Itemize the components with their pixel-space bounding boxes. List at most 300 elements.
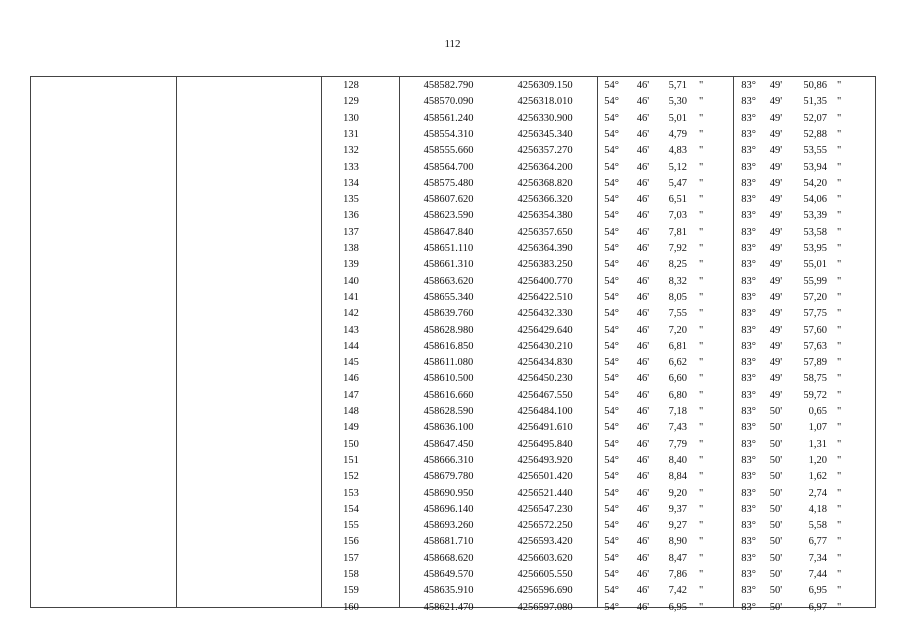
table-row	[31, 600, 875, 616]
latitude-minutes: 46'	[636, 357, 650, 369]
latitude-seconds: 7,55	[668, 308, 687, 320]
longitude-seconds: 53,58	[803, 226, 827, 238]
x-coordinate: 458607.620	[423, 194, 474, 206]
x-coordinate: 458621.470	[423, 601, 474, 613]
longitude-seconds-mark: "	[837, 520, 842, 532]
longitude-seconds: 57,89	[803, 357, 827, 369]
longitude-seconds-mark: "	[837, 389, 842, 401]
longitude-seconds: 59,72	[803, 389, 827, 401]
latitude-seconds-mark: "	[699, 96, 704, 108]
latitude-degrees: 54°	[604, 601, 619, 613]
point-number: 139	[343, 259, 359, 271]
latitude-seconds-mark: "	[699, 601, 704, 613]
y-coordinate: 4256596.690	[517, 585, 573, 597]
longitude-seconds-mark: "	[837, 438, 842, 450]
longitude-seconds: 6,97	[808, 601, 827, 613]
latitude-seconds-mark: "	[699, 487, 704, 499]
latitude-minutes: 46'	[636, 210, 650, 222]
latitude-minutes: 46'	[636, 340, 650, 352]
latitude-seconds: 8,47	[668, 552, 687, 564]
point-number: 147	[343, 389, 359, 401]
longitude-seconds-mark: "	[837, 503, 842, 515]
latitude-minutes: 46'	[636, 389, 650, 401]
y-coordinate: 4256597.080	[517, 601, 573, 613]
longitude-seconds-mark: "	[837, 569, 842, 580]
latitude-minutes: 46'	[636, 520, 650, 532]
table-row	[31, 111, 875, 127]
x-coordinate: 458582.790	[423, 80, 474, 91]
point-number: 135	[343, 194, 359, 206]
latitude-minutes: 46'	[636, 536, 650, 548]
longitude-minutes: 50'	[769, 487, 783, 499]
longitude-minutes: 49'	[769, 389, 783, 401]
table-row	[31, 502, 875, 518]
latitude-seconds-mark: "	[699, 243, 704, 254]
table-row	[31, 143, 875, 159]
longitude-minutes: 49'	[769, 275, 783, 287]
longitude-minutes: 50'	[769, 438, 783, 450]
y-coordinate: 4256364.200	[517, 161, 573, 173]
latitude-minutes: 46'	[636, 406, 650, 417]
longitude-seconds-mark: "	[837, 487, 842, 499]
latitude-degrees: 54°	[604, 177, 619, 189]
longitude-degrees: 83°	[741, 471, 756, 483]
latitude-seconds-mark: "	[699, 585, 704, 597]
longitude-seconds-mark: "	[837, 340, 842, 352]
latitude-minutes: 46'	[636, 503, 650, 515]
longitude-minutes: 50'	[769, 503, 783, 515]
latitude-seconds-mark: "	[699, 389, 704, 401]
y-coordinate: 4256309.150	[517, 80, 573, 91]
longitude-degrees: 83°	[741, 145, 756, 157]
longitude-seconds-mark: "	[837, 194, 842, 206]
latitude-seconds: 7,92	[668, 243, 687, 254]
x-coordinate: 458666.310	[423, 454, 474, 466]
latitude-seconds: 6,80	[668, 389, 687, 401]
latitude-minutes: 46'	[636, 471, 650, 483]
y-coordinate: 4256467.550	[517, 389, 573, 401]
longitude-seconds-mark: "	[837, 324, 842, 336]
latitude-degrees: 54°	[604, 291, 619, 303]
table-row	[31, 257, 875, 273]
latitude-degrees: 54°	[604, 406, 619, 417]
latitude-degrees: 54°	[604, 161, 619, 173]
latitude-seconds: 7,18	[668, 406, 687, 417]
latitude-seconds: 9,27	[668, 520, 687, 532]
longitude-seconds-mark: "	[837, 454, 842, 466]
point-number: 148	[343, 406, 359, 417]
point-number: 138	[343, 243, 359, 254]
longitude-minutes: 50'	[769, 471, 783, 483]
longitude-seconds-mark: "	[837, 161, 842, 173]
y-coordinate: 4256484.100	[517, 406, 573, 417]
longitude-minutes: 49'	[769, 340, 783, 352]
latitude-seconds-mark: "	[699, 520, 704, 532]
longitude-seconds: 6,95	[808, 585, 827, 597]
point-number: 146	[343, 373, 359, 385]
latitude-seconds: 6,62	[668, 357, 687, 369]
longitude-degrees: 83°	[741, 112, 756, 124]
longitude-seconds-mark: "	[837, 422, 842, 434]
latitude-seconds: 7,43	[668, 422, 687, 434]
longitude-seconds: 57,75	[803, 308, 827, 320]
longitude-degrees: 83°	[741, 601, 756, 613]
y-coordinate: 4256521.440	[517, 487, 573, 499]
longitude-seconds-mark: "	[837, 210, 842, 222]
y-coordinate: 4256366.320	[517, 194, 573, 206]
y-coordinate: 4256572.250	[517, 520, 573, 532]
x-coordinate: 458693.260	[423, 520, 474, 532]
table-row	[31, 192, 875, 208]
latitude-minutes: 46'	[636, 308, 650, 320]
y-coordinate: 4256593.420	[517, 536, 573, 548]
latitude-seconds: 8,90	[668, 536, 687, 548]
table-row	[31, 160, 875, 176]
latitude-minutes: 46'	[636, 291, 650, 303]
latitude-degrees: 54°	[604, 389, 619, 401]
latitude-seconds: 7,20	[668, 324, 687, 336]
page-number: 112	[444, 38, 461, 50]
point-number: 154	[343, 503, 359, 515]
longitude-seconds-mark: "	[837, 373, 842, 385]
point-number: 133	[343, 161, 359, 173]
x-coordinate: 458639.760	[423, 308, 474, 320]
table-row	[31, 567, 875, 583]
latitude-degrees: 54°	[604, 569, 619, 580]
longitude-seconds: 2,74	[808, 487, 827, 499]
latitude-degrees: 54°	[604, 487, 619, 499]
table-row	[31, 94, 875, 110]
latitude-seconds-mark: "	[699, 454, 704, 466]
y-coordinate: 4256318.010	[517, 96, 573, 108]
longitude-degrees: 83°	[741, 438, 756, 450]
table-row	[31, 551, 875, 567]
y-coordinate: 4256434.830	[517, 357, 573, 369]
latitude-seconds-mark: "	[699, 210, 704, 222]
latitude-degrees: 54°	[604, 373, 619, 385]
latitude-degrees: 54°	[604, 194, 619, 206]
longitude-minutes: 49'	[769, 112, 783, 124]
latitude-seconds-mark: "	[699, 291, 704, 303]
longitude-minutes: 50'	[769, 406, 783, 417]
longitude-degrees: 83°	[741, 226, 756, 238]
longitude-seconds-mark: "	[837, 585, 842, 597]
longitude-degrees: 83°	[741, 552, 756, 564]
latitude-seconds-mark: "	[699, 536, 704, 548]
latitude-minutes: 46'	[636, 487, 650, 499]
longitude-seconds: 51,35	[803, 96, 827, 108]
longitude-degrees: 83°	[741, 454, 756, 466]
longitude-seconds: 1,31	[808, 438, 827, 450]
longitude-seconds-mark: "	[837, 536, 842, 548]
table-row	[31, 306, 875, 322]
longitude-seconds-mark: "	[837, 243, 842, 254]
y-coordinate: 4256357.650	[517, 226, 573, 238]
longitude-seconds: 7,34	[808, 552, 827, 564]
table-row	[31, 208, 875, 224]
latitude-seconds: 5,12	[668, 161, 687, 173]
longitude-minutes: 50'	[769, 422, 783, 434]
longitude-degrees: 83°	[741, 291, 756, 303]
latitude-degrees: 54°	[604, 552, 619, 564]
longitude-minutes: 50'	[769, 601, 783, 613]
latitude-seconds-mark: "	[699, 552, 704, 564]
latitude-seconds-mark: "	[699, 471, 704, 483]
point-number: 150	[343, 438, 359, 450]
y-coordinate: 4256368.820	[517, 177, 573, 189]
y-coordinate: 4256357.270	[517, 145, 573, 157]
latitude-minutes: 46'	[636, 569, 650, 580]
table-row	[31, 518, 875, 534]
longitude-degrees: 83°	[741, 210, 756, 222]
latitude-minutes: 46'	[636, 177, 650, 189]
table-row	[31, 241, 875, 257]
table-row	[31, 274, 875, 290]
latitude-minutes: 46'	[636, 112, 650, 124]
latitude-minutes: 46'	[636, 438, 650, 450]
y-coordinate: 4256364.390	[517, 243, 573, 254]
x-coordinate: 458555.660	[423, 145, 474, 157]
longitude-minutes: 50'	[769, 585, 783, 597]
y-coordinate: 4256495.840	[517, 438, 573, 450]
latitude-seconds-mark: "	[699, 340, 704, 352]
point-number: 157	[343, 552, 359, 564]
point-number: 159	[343, 585, 359, 597]
longitude-minutes: 49'	[769, 259, 783, 271]
longitude-seconds: 58,75	[803, 373, 827, 385]
x-coordinate: 458649.570	[423, 569, 474, 580]
longitude-seconds: 57,60	[803, 324, 827, 336]
latitude-degrees: 54°	[604, 128, 619, 140]
latitude-seconds-mark: "	[699, 194, 704, 206]
latitude-seconds: 8,25	[668, 259, 687, 271]
latitude-degrees: 54°	[604, 357, 619, 369]
latitude-degrees: 54°	[604, 503, 619, 515]
latitude-degrees: 54°	[604, 585, 619, 597]
latitude-degrees: 54°	[604, 226, 619, 238]
x-coordinate: 458651.110	[423, 243, 474, 254]
x-coordinate: 458663.620	[423, 275, 474, 287]
point-number: 137	[343, 226, 359, 238]
table-row	[31, 486, 875, 502]
longitude-minutes: 50'	[769, 454, 783, 466]
latitude-seconds: 8,05	[668, 291, 687, 303]
longitude-seconds-mark: "	[837, 226, 842, 238]
longitude-minutes: 49'	[769, 373, 783, 385]
point-number: 158	[343, 569, 359, 580]
longitude-seconds: 50,86	[803, 80, 827, 91]
point-number: 149	[343, 422, 359, 434]
table-row	[31, 176, 875, 192]
latitude-seconds-mark: "	[699, 569, 704, 580]
latitude-minutes: 46'	[636, 161, 650, 173]
x-coordinate: 458616.660	[423, 389, 474, 401]
table-row	[31, 420, 875, 436]
latitude-seconds-mark: "	[699, 422, 704, 434]
y-coordinate: 4256547.230	[517, 503, 573, 515]
x-coordinate: 458570.090	[423, 96, 474, 108]
latitude-degrees: 54°	[604, 112, 619, 124]
table-row	[31, 453, 875, 469]
longitude-minutes: 49'	[769, 161, 783, 173]
latitude-seconds-mark: "	[699, 145, 704, 157]
latitude-seconds-mark: "	[699, 177, 704, 189]
longitude-seconds: 57,20	[803, 291, 827, 303]
x-coordinate: 458554.310	[423, 128, 474, 140]
longitude-degrees: 83°	[741, 161, 756, 173]
latitude-seconds: 9,20	[668, 487, 687, 499]
x-coordinate: 458623.590	[423, 210, 474, 222]
latitude-minutes: 46'	[636, 601, 650, 613]
y-coordinate: 4256491.610	[517, 422, 573, 434]
y-coordinate: 4256603.620	[517, 552, 573, 564]
point-number: 152	[343, 471, 359, 483]
latitude-minutes: 46'	[636, 194, 650, 206]
latitude-seconds-mark: "	[699, 128, 704, 140]
latitude-seconds: 6,51	[668, 194, 687, 206]
point-number: 141	[343, 291, 359, 303]
longitude-minutes: 49'	[769, 194, 783, 206]
latitude-degrees: 54°	[604, 520, 619, 532]
longitude-degrees: 83°	[741, 177, 756, 189]
longitude-seconds: 1,20	[808, 454, 827, 466]
table-row	[31, 78, 875, 94]
latitude-seconds: 5,47	[668, 177, 687, 189]
latitude-seconds: 5,01	[668, 112, 687, 124]
longitude-degrees: 83°	[741, 503, 756, 515]
y-coordinate: 4256330.900	[517, 112, 573, 124]
latitude-seconds: 6,60	[668, 373, 687, 385]
y-coordinate: 4256450.230	[517, 373, 573, 385]
longitude-degrees: 83°	[741, 275, 756, 287]
longitude-minutes: 50'	[769, 552, 783, 564]
longitude-seconds-mark: "	[837, 601, 842, 613]
table-row	[31, 355, 875, 371]
latitude-seconds-mark: "	[699, 275, 704, 287]
longitude-minutes: 49'	[769, 243, 783, 254]
longitude-minutes: 49'	[769, 324, 783, 336]
latitude-minutes: 46'	[636, 585, 650, 597]
longitude-degrees: 83°	[741, 536, 756, 548]
latitude-minutes: 46'	[636, 552, 650, 564]
latitude-degrees: 54°	[604, 471, 619, 483]
x-coordinate: 458696.140	[423, 503, 474, 515]
longitude-minutes: 49'	[769, 80, 783, 91]
table-row	[31, 404, 875, 420]
x-coordinate: 458564.700	[423, 161, 474, 173]
x-coordinate: 458668.620	[423, 552, 474, 564]
longitude-degrees: 83°	[741, 80, 756, 91]
longitude-degrees: 83°	[741, 259, 756, 271]
longitude-degrees: 83°	[741, 308, 756, 320]
longitude-seconds: 54,20	[803, 177, 827, 189]
point-number: 131	[343, 128, 359, 140]
latitude-degrees: 54°	[604, 308, 619, 320]
longitude-seconds: 54,06	[803, 194, 827, 206]
latitude-seconds: 8,40	[668, 454, 687, 466]
longitude-degrees: 83°	[741, 128, 756, 140]
longitude-minutes: 50'	[769, 569, 783, 580]
longitude-seconds-mark: "	[837, 96, 842, 108]
longitude-degrees: 83°	[741, 487, 756, 499]
latitude-seconds: 7,81	[668, 226, 687, 238]
table-row	[31, 225, 875, 241]
y-coordinate: 4256501.420	[517, 471, 573, 483]
latitude-minutes: 46'	[636, 243, 650, 254]
x-coordinate: 458647.840	[423, 226, 474, 238]
coordinates-table	[30, 76, 876, 613]
longitude-minutes: 49'	[769, 210, 783, 222]
longitude-seconds-mark: "	[837, 80, 842, 91]
longitude-minutes: 49'	[769, 226, 783, 238]
latitude-seconds: 7,86	[668, 569, 687, 580]
longitude-seconds-mark: "	[837, 552, 842, 564]
latitude-minutes: 46'	[636, 422, 650, 434]
x-coordinate: 458679.780	[423, 471, 474, 483]
latitude-degrees: 54°	[604, 324, 619, 336]
longitude-seconds: 7,44	[808, 569, 827, 580]
x-coordinate: 458681.710	[423, 536, 474, 548]
longitude-seconds: 0,65	[808, 406, 827, 417]
latitude-minutes: 46'	[636, 96, 650, 108]
latitude-seconds: 4,79	[668, 128, 687, 140]
latitude-minutes: 46'	[636, 80, 650, 91]
longitude-seconds-mark: "	[837, 291, 842, 303]
longitude-degrees: 83°	[741, 194, 756, 206]
point-number: 145	[343, 357, 359, 369]
x-coordinate: 458616.850	[423, 340, 474, 352]
latitude-minutes: 46'	[636, 324, 650, 336]
point-number: 129	[343, 96, 359, 108]
latitude-seconds-mark: "	[699, 80, 704, 91]
x-coordinate: 458655.340	[423, 291, 474, 303]
longitude-seconds: 57,63	[803, 340, 827, 352]
x-coordinate: 458628.980	[423, 324, 474, 336]
latitude-seconds: 7,79	[668, 438, 687, 450]
x-coordinate: 458636.100	[423, 422, 474, 434]
y-coordinate: 4256400.770	[517, 275, 573, 287]
y-coordinate: 4256383.250	[517, 259, 573, 271]
y-coordinate: 4256605.550	[517, 569, 573, 580]
point-number: 156	[343, 536, 359, 548]
longitude-seconds: 55,01	[803, 259, 827, 271]
x-coordinate: 458628.590	[423, 406, 474, 417]
latitude-seconds: 8,84	[668, 471, 687, 483]
latitude-degrees: 54°	[604, 96, 619, 108]
latitude-degrees: 54°	[604, 454, 619, 466]
latitude-minutes: 46'	[636, 259, 650, 271]
latitude-degrees: 54°	[604, 80, 619, 91]
latitude-seconds: 6,95	[668, 601, 687, 613]
x-coordinate: 458611.080	[423, 357, 474, 369]
y-coordinate: 4256429.640	[517, 324, 573, 336]
table-row	[31, 437, 875, 453]
longitude-seconds-mark: "	[837, 128, 842, 140]
longitude-degrees: 83°	[741, 357, 756, 369]
x-coordinate: 458575.480	[423, 177, 474, 189]
longitude-degrees: 83°	[741, 585, 756, 597]
point-number: 134	[343, 177, 359, 189]
longitude-degrees: 83°	[741, 406, 756, 417]
latitude-minutes: 46'	[636, 145, 650, 157]
point-number: 132	[343, 145, 359, 157]
latitude-seconds-mark: "	[699, 324, 704, 336]
longitude-seconds: 6,77	[808, 536, 827, 548]
longitude-degrees: 83°	[741, 340, 756, 352]
table-row	[31, 127, 875, 143]
longitude-seconds: 1,07	[808, 422, 827, 434]
point-number: 128	[343, 80, 359, 91]
